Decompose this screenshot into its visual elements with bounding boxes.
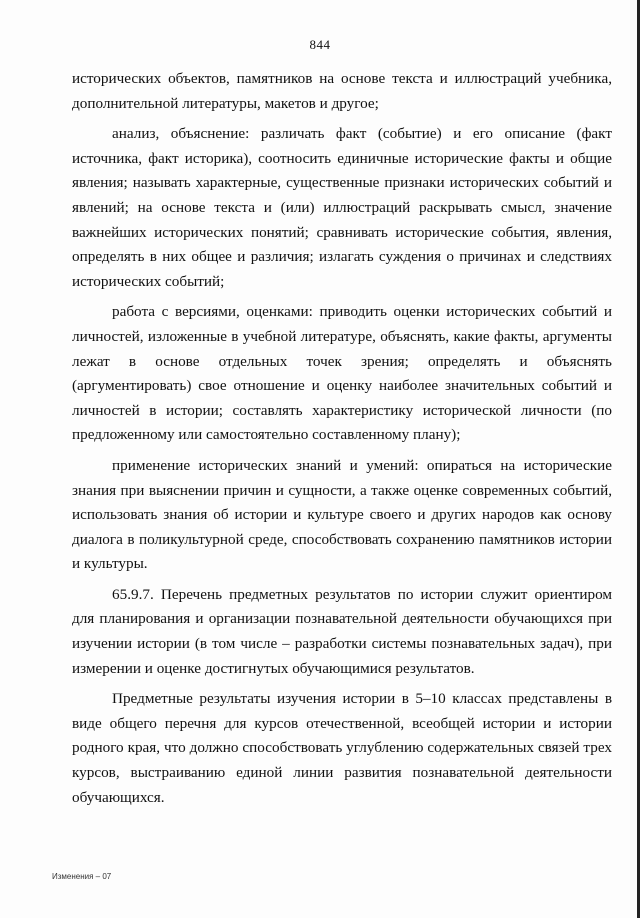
body-text — [72, 67, 612, 810]
paragraph-subject-results: Предметные результаты изучения истории в 5–10 классах представлены в виде общего перечня для курсов отечественной, всеобщей истории и истории родного края, что должно способствовать углублению содержательных связей трех курсов, выстраиванию единой линии развития познавательной деятельности обучающихся. — [72, 690, 612, 806]
paragraph-continuation: исторических объектов, памятников на основе текста и иллюстраций учебника, дополнительной литературы, макетов и другое; — [72, 70, 612, 112]
paragraph-65-9-7: 65.9.7. Перечень предметных результатов по истории служит ориентиром для планирования и организации познавательной деятельности обучающихся при изучении истории (в том числе – разработки системы познавательных задач), при измерении и оценке достигнутых обучающимися результатов. — [72, 585, 612, 677]
paragraph-analysis: анализ, объяснение: различать факт (событие) и его описание (факт источника, факт историка), соотносить единичные исторические факты и общие явления; называть характерные, существенные признаки исторических событий и явлений; на основе текста и (или) иллюстраций раскрывать смысл, значение важнейших исторических понятий; сравнивать исторические события, явления, определять в них общее и различия; излагать суждения о причинах и следствиях исторических событий; — [72, 125, 612, 290]
paragraph-versions: работа с версиями, оценками: приводить оценки исторических событий и личностей, изложенные в учебной литературе, объяснять, какие факты, аргументы лежат в основе отдельных точек зрения; определять и объяснять (аргументировать) свое отношение и оценку наиболее значительных событий и личностей в истории; составлять характеристику исторической личности (по предложенному или самостоятельно составленному плану); — [72, 303, 612, 444]
page-number: 844 — [309, 37, 331, 52]
footer-revision-note: Изменения – 07 — [52, 872, 112, 881]
paragraph-application: применение исторических знаний и умений: опираться на исторические знания при выяснении причин и сущности, а также оценке современных событий, использовать знания об истории и культуре своего и других народов как основу диалога в поликультурной среде, способствовать сохранению памятников истории и культуры. — [72, 456, 612, 573]
